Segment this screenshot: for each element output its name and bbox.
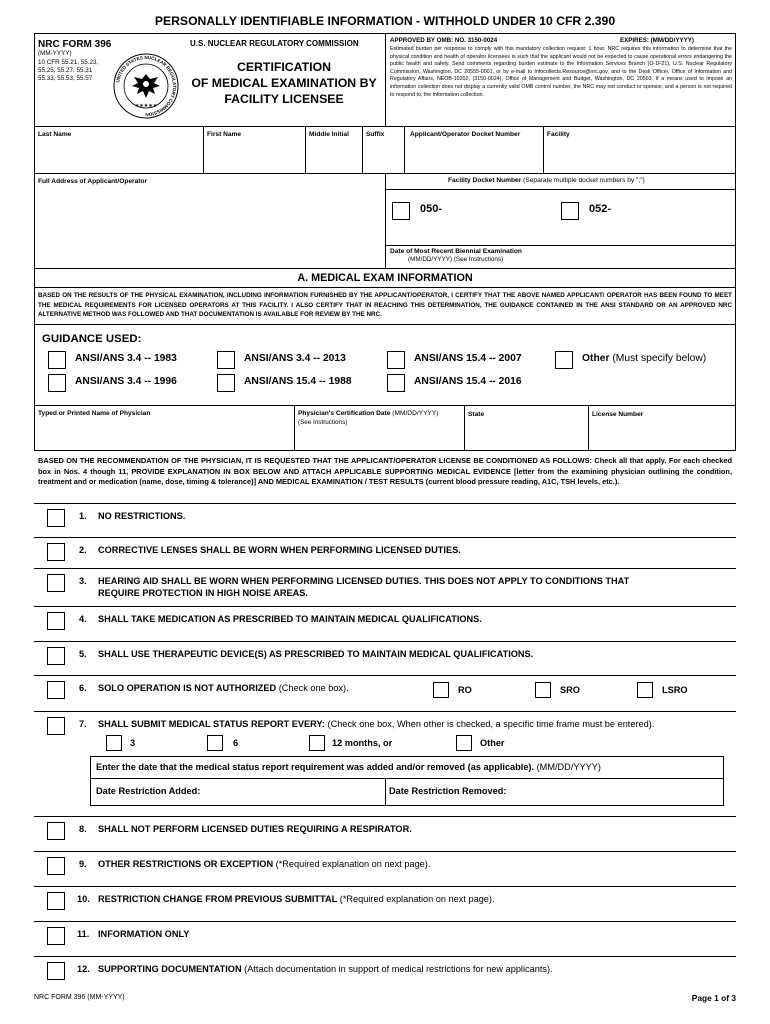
item-10-text (98, 894, 495, 904)
item-9-checkbox[interactable] (47, 857, 65, 875)
cert-date-label (298, 410, 438, 417)
last-name-label: Last Name (38, 131, 72, 138)
pii-banner: PERSONALLY IDENTIFIABLE INFORMATION - WITHHOLD UNDER 10 CFR 2.390 (154, 14, 616, 28)
guidance-other-label (582, 353, 706, 364)
item-divider (34, 503, 736, 504)
item-divider (34, 537, 736, 538)
form-title-1: CERTIFICATION (236, 60, 332, 74)
solo-sro-label: SRO (560, 685, 580, 695)
item-2-text (98, 545, 461, 555)
cfr-line-2: 55.25, 55.27, 55.31 (38, 67, 93, 74)
report-3-checkbox[interactable] (106, 735, 122, 751)
item-1-text (98, 511, 185, 521)
item-9-text (98, 859, 430, 869)
item-9-note: (*Required explanation on next page). (273, 859, 431, 869)
item-6-text (98, 683, 349, 693)
guidance-ansi-15-4-1988-checkbox[interactable] (217, 374, 235, 392)
item-3-label: HEARING AID SHALL BE WORN WHEN PERFORMING LICENSED DUTIES. THIS DOES NOT APPLY TO CONDITIONS THAT (98, 576, 630, 586)
state-label: State (468, 411, 485, 418)
restriction-date-intro-text: Enter the date that the medical status report requirement was added and/or removed (as applicable). (96, 762, 535, 772)
burden-statement: Estimated burden per response to comply with this mandatory collection request: 1 hour. NRC requires this information to determine that the physical condition and health of operator licensees is such that the applicant would not be expected to cause operational errors endangering the public health and safety. Send comments regarding burden estimate to the Information Services Branch (O-1F21), U.S. Nuclear Regulatory Commission, Washington, DC 20555-0001, or by e-mail to Infocollects.Resource@nrc.gov, and to the Desk Officer, Office of Information and Regulatory Affairs, NEOB-10202, (3150-0024), Office of Management and Budget, Washington, DC 20503. If a means used to impose an information collection does not display a currently valid OMB control number, the NRC may not conduct or sponsor, and a person is not required to respond to, the information collection. (390, 46, 732, 98)
report-12-checkbox[interactable] (309, 735, 325, 751)
cfr-line-3: 55.33, 55.53, 55.57 (38, 75, 93, 82)
agency-name: U.S. NUCLEAR REGULATORY COMMISSION (190, 39, 359, 48)
item-10-note: (*Required explanation on next page). (337, 894, 495, 904)
certification-text: BASED ON THE RESULTS OF THE PHYSICAL EXAMINATION, INCLUDING INFORMATION FURNISHED BY THE APPLICANT/OPERATOR, I CERTIFY THAT THE ABOVE NAMED APPLICANT/ OPERATOR HAS BEEN FOUND TO MEET THE MEDICAL REQUIREMENTS FOR LICENSED OPERATORS AT THIS FACILITY. I ALSO CERTIFY THAT IN REACHING THIS DETERMINATION, THE GUIDANCE CONTAINED IN THE ANSI STANDARD OR AN APPROVED NRC ALTERNATIVE METHOD WAS FOLLOWED AND THAT DOCUMENTATION IS AVAILABLE FOR REVIEW BY THE NRC. (38, 292, 732, 318)
item-8-text (98, 824, 412, 834)
docket-050-label: 050- (420, 203, 443, 215)
item-3-checkbox[interactable] (47, 574, 65, 592)
recommendation-text: BASED ON THE RECOMMENDATION OF THE PHYSICIAN, IT IS REQUESTED THAT THE APPLICANT/OPERATOR LICENSE BE CONDITIONED AS FOLLOWS: Check all that apply. For each checked box in Nos. 4 though 11, PROVIDE EXPLANATION IN BOX BELOW AND ATTACH APPLICABLE SUPPORTING MEDICAL EVIDENCE [letter from the examining physician outlining the condition, treatment and or medication (name, dose, timing & tolerance)] AND MEDICAL EXAMINATION / TEST RESULTS (current blood pressure reading, A1C, TSH levels, etc.). (38, 456, 732, 487)
applicant-name-row (34, 126, 736, 174)
guidance-other-note: (Must specify below) (612, 353, 707, 364)
item-12-text (98, 964, 553, 974)
omb-number: APPROVED BY OMB: NO. 3150-0024 (390, 37, 498, 44)
item-6-note: (Check one box). (276, 683, 349, 693)
guidance-ansi-3-4-1996-label: ANSI/ANS 3.4 -- 1996 (75, 376, 177, 387)
restriction-date-format: (MM/DD/YYYY) (536, 762, 601, 772)
item-6-label: SOLO OPERATION IS NOT AUTHORIZED (98, 683, 277, 693)
svg-text:★★★★★: ★★★★★ (134, 103, 158, 109)
guidance-other-title: Other (582, 353, 610, 364)
exam-date-note: (MM/DD/YYYY) (See Instructions) (408, 256, 504, 263)
item-7-note: (Check one box, When other is checked, a specific time frame must be entered). (324, 719, 655, 729)
item-11-text (98, 929, 189, 939)
item-12-note: (Attach documentation in support of medical restrictions for new applicants). (241, 964, 553, 974)
facility-docket-label (448, 177, 645, 184)
facility-docket-title: Facility Docket Number (448, 177, 522, 184)
item-divider (34, 886, 736, 887)
guidance-ansi-3-4-1983-label: ANSI/ANS 3.4 -- 1983 (75, 353, 177, 364)
solo-lsro-label: LSRO (662, 685, 688, 695)
form-title-2: OF MEDICAL EXAMINATION BY (191, 76, 377, 90)
footer-page-number: Page 1 of 3 (691, 993, 736, 1003)
item-divider (34, 606, 736, 607)
cert-date-format: (MM/DD/YYYY) (392, 410, 439, 417)
item-divider (34, 568, 736, 569)
cert-date-note: (See Instructions) (298, 419, 348, 426)
form-id: NRC FORM 396 (38, 39, 112, 50)
seal-text: UNITED STATES NUCLEAR REGULATORY COMMISSION (115, 54, 178, 118)
item-4-text (98, 614, 482, 624)
item-11-number: 11. (77, 929, 90, 939)
license-number-label: License Number (592, 411, 644, 418)
guidance-ansi-3-4-1996-checkbox[interactable] (48, 374, 66, 392)
item-divider (34, 816, 736, 817)
solo-lsro-checkbox[interactable] (637, 682, 653, 698)
item-5-checkbox[interactable] (47, 647, 65, 665)
report-other-checkbox[interactable] (456, 735, 472, 751)
item-12-label: SUPPORTING DOCUMENTATION (98, 964, 242, 974)
guidance-ansi-3-4-2013-checkbox[interactable] (217, 351, 235, 369)
item-divider (34, 851, 736, 852)
item-1-label: NO RESTRICTIONS. (98, 511, 186, 521)
item-6-number: 6. (79, 683, 87, 693)
facility-docket-note: (Separate multiple docket numbers by ";") (523, 177, 645, 184)
expires-date: EXPIRES: (MM/DD/YYYY) (620, 37, 694, 44)
section-a-title: A. MEDICAL EXAM INFORMATION (297, 272, 473, 284)
physician-name-label: Typed or Printed Name of Physician (38, 410, 151, 417)
item-divider (34, 956, 736, 957)
item-divider (34, 921, 736, 922)
cert-date-title: Physician's Certification Date (298, 410, 391, 417)
item-8-number: 8. (79, 824, 87, 834)
item-3-number: 3. (79, 576, 87, 586)
guidance-ansi-3-4-2013-label: ANSI/ANS 3.4 -- 2013 (244, 353, 346, 364)
item-11-checkbox[interactable] (47, 927, 65, 945)
facility-label: Facility (547, 131, 570, 138)
item-2-number: 2. (79, 545, 87, 555)
item-12-checkbox[interactable] (47, 962, 65, 980)
item-4-number: 4. (79, 614, 87, 624)
first-name-label: First Name (207, 131, 242, 138)
guidance-ansi-15-4-1988-label: ANSI/ANS 15.4 -- 1988 (244, 376, 352, 387)
report-12-label: 12 months, or (332, 738, 393, 748)
item-9-label: OTHER RESTRICTIONS OR EXCEPTION (98, 859, 274, 869)
report-6-checkbox[interactable] (207, 735, 223, 751)
item-5-label: SHALL USE THERAPEUTIC DEVICE(S) AS PRESCRIBED TO MAINTAIN MEDICAL QUALIFICATIONS. (98, 649, 534, 659)
item-3-text (98, 576, 629, 586)
item-5-text (98, 649, 533, 659)
restriction-date-intro (96, 762, 601, 772)
guidance-other-checkbox[interactable] (555, 351, 573, 369)
nrc-seal-icon (112, 52, 180, 120)
item-divider (34, 641, 736, 642)
suffix-label: Suffix (366, 131, 385, 138)
item-4-checkbox[interactable] (47, 612, 65, 630)
report-3-label: 3 (130, 738, 136, 748)
solo-ro-label: RO (458, 685, 472, 695)
date-restriction-added-field[interactable]: Date Restriction Added: (96, 786, 201, 796)
solo-ro-checkbox[interactable] (433, 682, 449, 698)
report-6-label: 6 (233, 738, 239, 748)
solo-sro-checkbox[interactable] (535, 682, 551, 698)
item-1-checkbox[interactable] (47, 509, 65, 527)
item-10-label: RESTRICTION CHANGE FROM PREVIOUS SUBMITTAL (98, 894, 338, 904)
item-10-checkbox[interactable] (47, 892, 65, 910)
date-restriction-removed-field[interactable]: Date Restriction Removed: (389, 786, 507, 796)
guidance-ansi-15-4-2007-checkbox[interactable] (387, 351, 405, 369)
exam-date-label: Date of Most Recent Biennial Examination (390, 248, 522, 255)
item-divider (34, 675, 736, 676)
footer-form-ref: NRC FORM 396 (MM-YYYY) (34, 994, 125, 1001)
docket-050-checkbox[interactable] (392, 202, 410, 220)
address-label: Full Address of Applicant/Operator (38, 178, 148, 185)
item-9-number: 9. (79, 859, 87, 869)
item-7-checkbox[interactable] (47, 717, 65, 735)
item-6-checkbox[interactable] (47, 681, 65, 699)
item-5-number: 5. (79, 649, 87, 659)
guidance-ansi-15-4-2007-label: ANSI/ANS 15.4 -- 2007 (414, 353, 522, 364)
item-8-label: SHALL NOT PERFORM LICENSED DUTIES REQUIRING A RESPIRATOR. (98, 824, 412, 834)
guidance-ansi-15-4-2016-label: ANSI/ANS 15.4 -- 2016 (414, 376, 522, 387)
guidance-ansi-3-4-1983-checkbox[interactable] (48, 351, 66, 369)
item-divider (34, 711, 736, 712)
form-title-3: FACILITY LICENSEE (224, 92, 344, 106)
item-4-label: SHALL TAKE MEDICATION AS PRESCRIBED TO MAINTAIN MEDICAL QUALIFICATIONS. (98, 614, 482, 624)
middle-initial-label: Middle Initial (309, 131, 349, 138)
item-1-number: 1. (79, 511, 87, 521)
item-12-number: 12. (77, 964, 90, 974)
item-2-label: CORRECTIVE LENSES SHALL BE WORN WHEN PERFORMING LICENSED DUTIES. (98, 545, 461, 555)
docket-052-checkbox[interactable] (561, 202, 579, 220)
item-11-label: INFORMATION ONLY (98, 929, 190, 939)
guidance-ansi-15-4-2016-checkbox[interactable] (387, 374, 405, 392)
docket-number-label: Applicant/Operator Docket Number (410, 131, 521, 138)
item-7-number: 7. (79, 719, 87, 729)
docket-052-label: 052- (589, 203, 612, 215)
report-other-label: Other (480, 738, 505, 748)
item-7-label: SHALL SUBMIT MEDICAL STATUS REPORT EVERY: (98, 719, 325, 729)
cfr-line-1: 10 CFR 55.21, 55.23, (38, 59, 99, 66)
guidance-title: GUIDANCE USED: (42, 333, 142, 345)
item-8-checkbox[interactable] (47, 822, 65, 840)
item-3-label-line-2: REQUIRE PROTECTION IN HIGH NOISE AREAS. (98, 588, 308, 598)
item-7-text (98, 719, 654, 729)
item-10-number: 10. (77, 894, 90, 904)
item-2-checkbox[interactable] (47, 543, 65, 561)
form-date: (MM-YYYY) (38, 50, 72, 57)
